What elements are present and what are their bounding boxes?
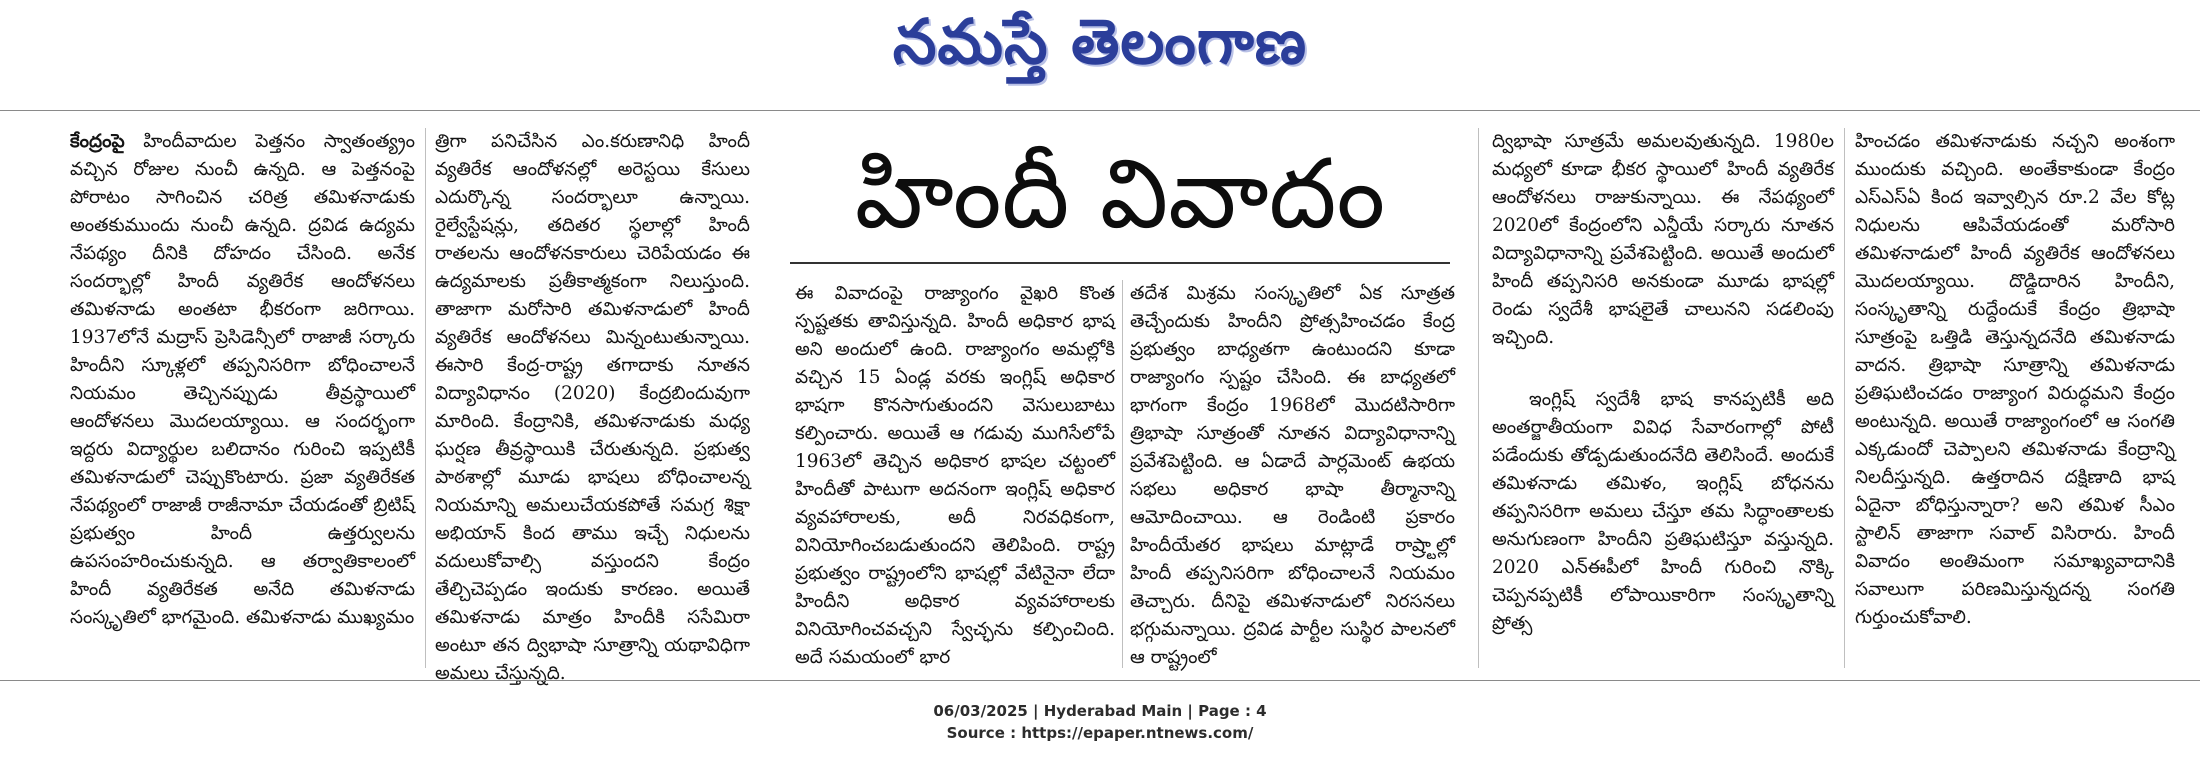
column-divider [1844,128,1845,668]
edition-info: 06/03/2025 | Hyderabad Main | Page : 4 [933,702,1267,720]
bottom-rule [0,680,2200,681]
top-rule [0,110,2200,111]
column-5-paragraph-2: ఇంగ్లిష్ స్వదేశీ భాష కానప్పటికీ అది అంతర్జాతీయంగా వివిధ సేవారంగాల్లో పోటీ పడేందుకు తోడ్పడుతుందనేది తెలిసిందే. అందుకే తమిళనాడు తమిళం, ఇంగ్లిష్ బోధనను తప్పనిసరిగా అమలు చేస్తూ తమ సిద్ధాంతాలకు అనుగుణంగా హిందీని ప్రతిఘటిస్తూ వస్తున్నది. 2020 ఎన్ఈపీలో హిందీ గురించి నొక్కి చెప్పనప్పటికీ లోపాయికారిగా సంస్కృతాన్ని ప్రోత్స [1492,389,1834,634]
column-1-paragraph [70,128,415,632]
column-4-text: తదేశ మిశ్రమ సంస్కృతిలో ఏక సూత్రత తెచ్చేందుకు హిందీని ప్రోత్సహించడం కేంద్ర ప్రభుత్వం బాధ్యతగా ఉంటుందని కూడా రాజ్యాంగం స్పష్టం చేసింది. ఈ బాధ్యతలో భాగంగా కేంద్రం 1968లో మొదటిసారిగా త్రిభాషా సూత్రంతో నూతన విద్యావిధానాన్ని ప్రవేశపెట్టింది. ఆ ఏడాదే పార్లమెంట్ ఉభయ సభలు అధికార భాషా తీర్మానాన్ని ఆమోదించాయి. ఆ రెండింటి ప్రకారం హిందీయేతర భాషలు మాట్లాడే రాష్ర్టాల్లో హిందీ తప్పనిసరిగా బోధించాలనే నియమం తెచ్చారు. దీనిపై తమిళనాడులో నిరసనలు భగ్గుమన్నాయి. ద్రవిడ పార్టీల సుస్థిర పాలనలో ఆ రాష్ట్రంలో [1130,283,1455,668]
headline-rule [790,262,1450,264]
source-link[interactable]: Source : https://epaper.ntnews.com/ [946,724,1254,742]
lead-word: కేంద్రంపై [70,131,125,152]
masthead-title: నమస్తే తెలంగాణ [892,5,1308,78]
column-1-text: హిందీవాదుల పెత్తనం స్వాతంత్య్రం వచ్చిన రోజుల నుంచీ ఉన్నది. ఆ పెత్తనంపై పోరాటం సాగించిన చరిత్ర తమిళనాడుకు అంతకుముందు నుంచీ ఉన్నది. ద్రవిడ ఉద్యమ నేపథ్యం దీనికి దోహదం చేసింది. అనేక సందర్భాల్లో హిందీ వ్యతిరేక ఆందోళనలు తమిళనాడు అంతటా భీకరంగా జరిగాయి. 1937లోనే మద్రాస్ ప్రెసిడెన్సీలో రాజాజీ సర్కారు హిందీని స్కూళ్లలో తప్పనిసరిగా బోధించాలనే నియమం తెచ్చినప్పుడు తీవ్రస్థాయిలో ఆందోళనలు మొదలయ్యాయి. ఆ సందర్భంగా ఇద్దరు విద్యార్థుల బలిదానం గురించి ఇప్పటికీ తమిళనాడులో చెప్పుకొంటారు. ప్రజా వ్యతిరేకత నేపథ్యంలో రాజాజీ రాజీనామా చేయడంతో బ్రిటిష్ ప్రభుత్వం హిందీ ఉత్తర్వులను ఉపసంహరించుకున్నది. ఆ తర్వాతికాలంలో హిందీ వ్యతిరేకత అనేది తమిళనాడు సంస్కృతిలో భాగమైంది. తమిళనాడు ముఖ్యమం [70,131,415,628]
column-divider [425,128,426,668]
column-6-text: హించడం తమిళనాడుకు నచ్చని అంశంగా ముందుకు వచ్చింది. అంతేకాకుండా కేంద్రం ఎస్ఎస్ఏ కింద ఇవ్వాల్సిన రూ.2 వేల కోట్ల నిధులను ఆపివేయడంతో మరోసారి తమిళనాడులో హిందీ వ్యతిరేక ఆందోళనలు మొదలయ్యాయి. దొడ్డిదారిన హిందీని, సంస్కృతాన్ని రుద్దేందుకే కేంద్రం త్రిభాషా సూత్రంపై ఒత్తిడి తెస్తున్నదనేది తమిళనాడు వాదన. త్రిభాషా సూత్రాన్ని తమిళనాడు ప్రతిఘటించడం రాజ్యాంగ విరుద్ధమని కేంద్రం అంటున్నది. అయితే రాజ్యాంగంలో ఆ సంగతి ఎక్కడుందో చెప్పాలని తమిళనాడు కేంద్రాన్ని నిలదీస్తున్నది. ఉత్తరాదిన దక్షిణాది భాష ఏదైనా బోధిస్తున్నారా? అని తమిళ సీఎం స్టాలిన్ తాజాగా సవాల్ విసిరారు. హిందీ వివాదం అంతిమంగా సమాఖ్యవాదానికి సవాలుగా పరిణమిస్తున్నదన్న సంగతి గుర్తుంచుకోవాలి. [1855,131,2175,628]
masthead [0,0,2200,100]
article-column-2 [435,128,750,684]
article-column-3 [795,280,1115,668]
article-column-6 [1855,128,2175,668]
column-divider [1122,280,1123,668]
column-3-text: ఈ వివాదంపై రాజ్యాంగం వైఖరి కొంత స్పష్టతకు తావిస్తున్నది. హిందీ అధికార భాష అని అందులో ఉంది. రాజ్యాంగం అమల్లోకి వచ్చిన 15 ఏండ్ల వరకు ఇంగ్లిష్ అధికార భాషగా కొనసాగుతుందని వెసులుబాటు కల్పించారు. అయితే ఆ గడువు ముగిసేలోపే 1963లో తెచ్చిన అధికార భాషల చట్టంలో హిందీతో పాటుగా అదనంగా ఇంగ్లిష్ అధికార వ్యవహారాలకు, అదీ నిరవధికంగా, వినియోగించబడుతుందని తెలిపింది. రాష్ట్ర ప్రభుత్వం రాష్ట్రంలోని భాషల్లో వేటినైనా లేదా హిందీని అధికార వ్యవహారాలకు వినియోగించవచ్చని స్వేచ్ఛను కల్పించింది. అదే సమయంలో భార [795,283,1115,668]
column-2-text: త్రిగా పనిచేసిన ఎం.కరుణానిధి హిందీ వ్యతిరేక ఆందోళనల్లో అరెస్టయి కేసులు ఎదుర్కొన్న సందర్భాలూ ఉన్నాయి. రైల్వేస్టేషన్లు, తదితర స్థలాల్లో హిందీ రాతలను ఆందోళనకారులు చెరిపేయడం ఈ ఉద్యమాలకు ప్రతీకాత్మకంగా నిలుస్తుంది. తాజాగా మరోసారి తమిళనాడులో హిందీ వ్యతిరేక ఆందోళనలు మిన్నంటుతున్నాయి. ఈసారి కేంద్ర-రాష్ట్ర తగాదాకు నూతన విద్యావిధానం (2020) కేంద్రబిందువుగా మారింది. కేంద్రానికి, తమిళనాడుకు మధ్య ఘర్షణ తీవ్రస్థాయికి చేరుతున్నది. ప్రభుత్వ పాఠశాల్లో మూడు భాషలు బోధించాలన్న నియమాన్ని అమలుచేయకపోతే సమగ్ర శిక్షా అభియాన్ కింద తాము ఇచ్చే నిధులను వదులుకోవాల్సి వస్తుందని కేంద్రం తేల్చిచెప్పడం ఇందుకు కారణం. అయితే తమిళనాడు మాత్రం హిందీకి ససేమిరా అంటూ తన ద్విభాషా సూత్రాన్ని యథావిధిగా అమలు చేస్తున్నది. [435,131,750,684]
column-5-paragraph-1: ద్విభాషా సూత్రమే అమలవుతున్నది. 1980ల మధ్యలో కూడా భీకర స్థాయిలో హిందీ వ్యతిరేక ఆందోళనలు రాజుకున్నాయి. ఈ నేపథ్యంలో 2020లో కేంద్రంలోని ఎన్డీయే సర్కారు నూతన విద్యావిధానాన్ని ప్రవేశపెట్టింది. అయితే అందులో హిందీ తప్పనిసరి అనకుండా మూడు భాషల్లో రెండు స్వదేశీ భాషలైతే చాలునని సడలింపు ఇచ్చింది. [1492,131,1834,348]
article-headline: హిందీ వివాదం [854,138,1386,250]
column-divider [1478,128,1479,668]
page-footer [0,700,2200,744]
article-column-4 [1130,280,1455,668]
article-column-1 [70,128,415,668]
article-column-5 [1492,128,1834,668]
